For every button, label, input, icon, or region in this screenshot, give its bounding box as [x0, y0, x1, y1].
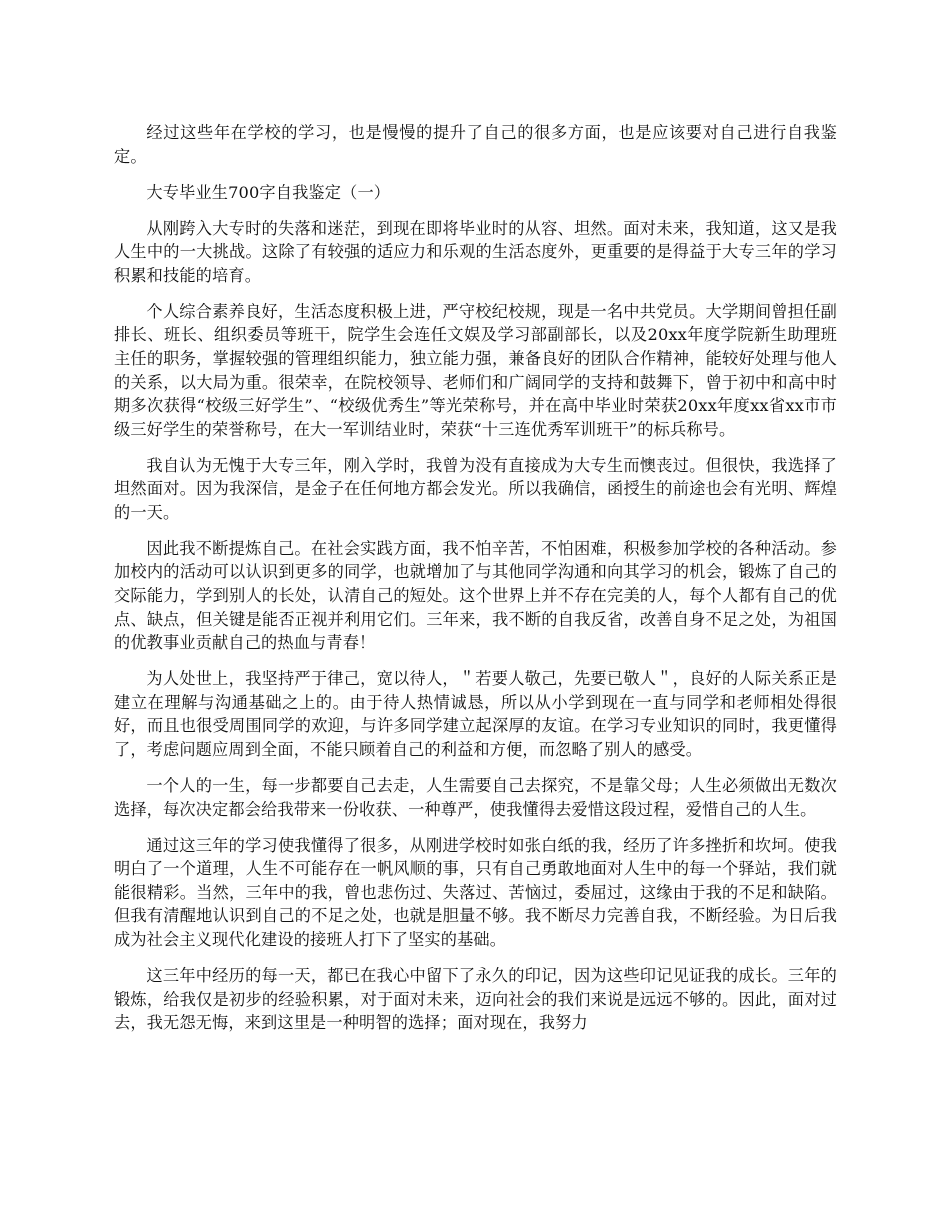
- body-paragraph-5: 为人处世上，我坚持严于律己，宽以待人，＂若要人敬己，先要已敬人＂，良好的人际关系正是建立在理解与沟通基础之上的。由于待人热情诚恳，所以从小学到现在一直与同学和老师相处得很好，而且也很受周围同学的欢迎，与许多同学建立起深厚的友谊。在学习专业知识的同时，我更懂得了，考虑问题应周到全面，不能只顾着自己的利益和方便，而忽略了别人的感受。: [114, 669, 837, 759]
- body-paragraph-6: 一个人的一生，每一步都要自己去走，人生需要自己去探究，不是靠父母；人生必须做出无数次选择，每次决定都会给我带来一份收获、一种尊严，使我懂得去爱惜这段过程，爱惜自己的人生。: [114, 775, 837, 819]
- section-heading: 大专毕业生700字自我鉴定（一）: [146, 182, 391, 202]
- body-paragraph-1: 从刚跨入大专时的失落和迷茫，到现在即将毕业时的从容、坦然。面对未来，我知道，这又是我人生中的一大挑战。这除了有较强的适应力和乐观的生活态度外，更重要的是得益于大专三年的学习积累和技能的培育。: [114, 218, 837, 285]
- body-paragraph-7: 通过这三年的学习使我懂得了很多，从刚进学校时如张白纸的我，经历了许多挫折和坎坷。使我明白了一个道理，人生不可能存在一帆风顺的事，只有自己勇敢地面对人生中的每一个驿站，我们就能很精彩。当然，三年中的我，曾也悲伤过、失落过、苦恼过，委屈过，这缘由于我的不足和缺陷。但我有清醒地认识到自己的不足之处，也就是胆量不够。我不断尽力完善自我，不断经验。为日后我成为社会主义现代化建设的接班人打下了坚实的基础。: [114, 835, 837, 949]
- body-paragraph-8: 这三年中经历的每一天，都已在我心中留下了永久的印记，因为这些印记见证我的成长。三年的锻炼，给我仅是初步的经验积累，对于面对未来，迈向社会的我们来说是远远不够的。因此，面对过去，我无怨无悔，来到这里是一种明智的选择；面对现在，我努力: [114, 965, 837, 1033]
- body-paragraph-4: 因此我不断提炼自己。在社会实践方面，我不怕辛苦，不怕困难，积极参加学校的各种活动。参加校内的活动可以认识到更多的同学，也就增加了与其他同学沟通和向其学习的机会，锻炼了自己的交际能力，学到别人的长处，认清自己的短处。这个世界上并不存在完美的人，每个人都有自己的优点、缺点，但关键是能否正视并利用它们。三年来，我不断的自我反省，改善自身不足之处，为祖国的优教事业贡献自己的热血与青春！: [114, 538, 837, 653]
- intro-paragraph: 经过这些年在学校的学习，也是慢慢的提升了自己的很多方面，也是应该要对自己进行自我鉴定。: [114, 123, 837, 166]
- body-paragraph-3: 我自认为无愧于大专三年，刚入学时，我曾为没有直接成为大专生而懊丧过。但很快，我选择了坦然面对。因为我深信，是金子在任何地方都会发光。所以我确信，函授生的前途也会有光明、辉煌的一天。: [114, 455, 837, 522]
- document-page: [114, 121, 837, 1047]
- body-paragraph-2: 个人综合素养良好，生活态度积极上进，严守校纪校规，现是一名中共党员。大学期间曾担任副排长、班长、组织委员等班干，院学生会连任文娱及学习部副部长，以及20xx年度学院新生助理班主任的职务，掌握较强的管理组织能力，独立能力强，兼备良好的团队合作精神，能较好处理与他人的关系，以大局为重。很荣幸，在院校领导、老师们和广阔同学的支持和鼓舞下，曾于初中和高中时期多次获得“校级三好学生”、“校级优秀生”等光荣称号，并在高中毕业时荣获20xx年度xx省xx市市级三好学生的荣誉称号，在大一军训结业时，荣获“十三连优秀军训班干”的标兵称号。: [114, 301, 837, 439]
